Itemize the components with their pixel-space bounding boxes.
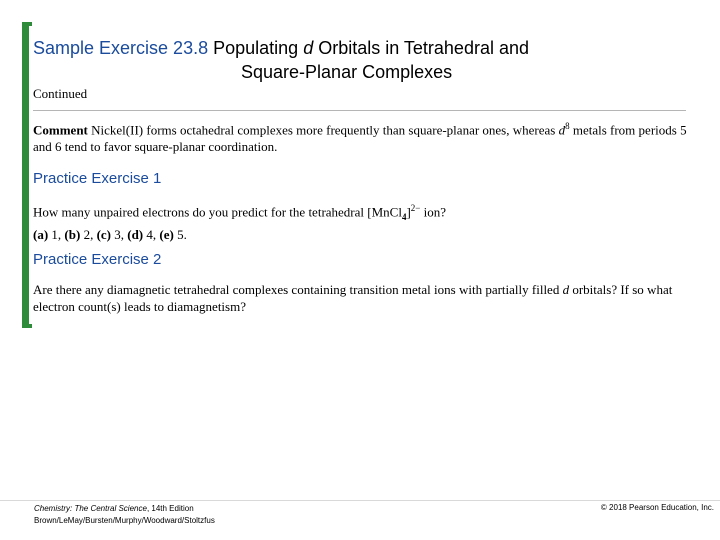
option-b-label: (b) (64, 226, 81, 242)
option-c-value: 3, (111, 226, 128, 242)
comment-text-2: metals from periods 5 and 6 tend to favor square-planar coordination. (33, 122, 687, 155)
divider (33, 110, 686, 111)
footer-copyright: © 2018 Pearson Education, Inc. (600, 503, 714, 512)
option-b-value: 2, (80, 226, 97, 242)
page-title (33, 36, 529, 60)
option-d-value: 4, (143, 226, 160, 242)
footer-edition: , 14th Edition (146, 504, 194, 513)
comment-d: d (558, 122, 566, 138)
practice-1-sub: 4 (401, 211, 407, 222)
option-e-value: 5. (173, 226, 187, 242)
title-suffix: Orbitals in Tetrahedral and (313, 38, 529, 58)
practice-2-d: d (562, 282, 570, 297)
footer-authors: Brown/LeMay/Bursten/Murphy/Woodward/Stoltzfus (34, 516, 215, 525)
comment-paragraph (33, 118, 688, 155)
comment-label: Comment (33, 122, 88, 138)
option-c-label: (c) (96, 226, 111, 242)
continued-label: Continued (33, 86, 88, 101)
title-italic: d (303, 38, 314, 58)
practice-2-text-2: orbitals? If so what electron count(s) leads to diamagnetism? (33, 282, 673, 314)
option-d-label: (d) (127, 226, 144, 242)
footer-book-title: Chemistry: The Central Science (34, 504, 147, 513)
title-label: Sample Exercise 23.8 (33, 38, 209, 58)
comment-sup: 8 (565, 121, 570, 131)
practice-2-text-1: Are there any diamagnetic tetrahedral complexes containing transition metal ions with partially filled (33, 282, 563, 297)
footer-citation (34, 503, 215, 527)
practice-2-heading: Practice Exercise 2 (33, 251, 162, 268)
practice-2-question (33, 281, 688, 315)
option-a-value: 1, (48, 226, 65, 242)
practice-1-sup: 2− (410, 203, 421, 213)
option-e-label: (e) (159, 226, 174, 242)
accent-bar (22, 22, 29, 328)
footer-divider (0, 500, 720, 501)
practice-1-heading: Practice Exercise 1 (33, 170, 162, 187)
page-title-line2: Square-Planar Complexes (241, 62, 453, 82)
accent-bar-bottom (22, 324, 32, 328)
option-a-label: (a) (33, 226, 49, 242)
practice-1-text: How many unpaired electrons do you predict for the tetrahedral [MnCl (33, 204, 402, 220)
practice-1-question: How many unpaired electrons do you predict for the tetrahedral [MnCl$_4$]$^{2-}$ ion? (a) 1, (b) 2, (c) 3, (d) 4, (e) 5. (33, 203, 447, 242)
practice-1-end: ion? (420, 204, 447, 220)
accent-bar-top (22, 22, 32, 26)
comment-text-1: Nickel(II) forms octahedral complexes more frequently than square-planar ones, whereas (87, 122, 559, 138)
title-prefix: Populating (213, 38, 304, 58)
